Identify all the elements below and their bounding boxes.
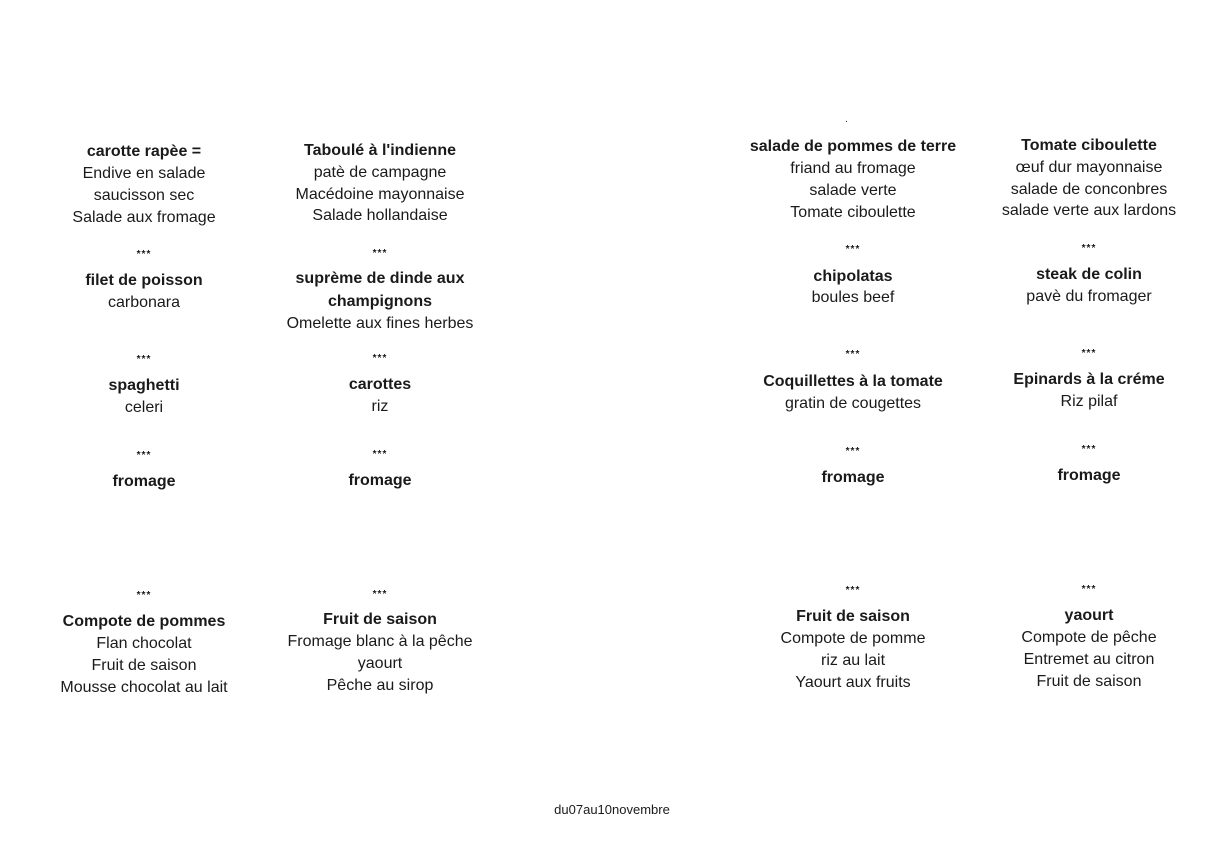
course-separator: *** [136,590,152,601]
starter-item: Endive en salade [82,165,206,182]
starter-item: patè de campagne [313,164,447,181]
course-separator: *** [1081,348,1097,359]
dessert-item: Fruit de saison [1036,673,1142,690]
main-item: pavè du fromager [1026,288,1152,305]
side-item: riz [371,398,389,415]
course-separator: *** [372,353,388,364]
footer-date-range: du07au10novembre [554,802,670,817]
side-item: Riz pilaf [1060,393,1118,410]
dessert-item: Flan chocolat [96,635,192,652]
starter-item: salade verte aux lardons [1001,202,1177,219]
stray-mark: . [845,114,848,125]
starter-item: Taboulé à l'indienne [304,142,456,159]
dessert-item: yaourt [1064,607,1114,624]
course-separator: *** [372,449,388,460]
dessert-item: Compote de pommes [62,613,226,630]
dessert-item: Mousse chocolat au lait [60,679,228,696]
cheese-item: fromage [112,473,176,490]
starter-item: salade de pommes de terre [749,138,957,155]
course-separator: *** [1081,444,1097,455]
starter-item: salade de conconbres [1010,181,1168,198]
dessert-item: Fromage blanc à la pêche [287,633,473,650]
side-item: Coquillettes à la tomate [763,373,943,390]
course-separator: *** [136,354,152,365]
course-separator: *** [845,446,861,457]
side-item: gratin de cougettes [784,395,922,412]
main-item: carbonara [107,294,181,311]
cheese-item: fromage [348,472,412,489]
main-item: steak de colin [1036,266,1142,283]
dessert-item: Pêche au sirop [326,677,434,694]
dessert-item: Fruit de saison [91,657,197,674]
main-item: filet de poisson [85,272,203,289]
course-separator: *** [1081,243,1097,254]
course-separator: *** [845,349,861,360]
dessert-item: Entremet au citron [1023,651,1155,668]
course-separator: *** [845,585,861,596]
main-item: champignons [327,293,432,310]
starter-item: Tomate ciboulette [1021,137,1157,154]
course-separator: *** [372,248,388,259]
course-separator: *** [1081,584,1097,595]
course-separator: *** [136,249,152,260]
main-item: chipolatas [813,268,893,285]
starter-item: Tomate ciboulette [790,204,916,221]
starter-item: Macédoine mayonnaise [295,186,465,203]
main-item: Omelette aux fines herbes [286,315,474,332]
side-item: carottes [348,376,412,393]
dessert-item: Yaourt aux fruits [795,674,911,691]
dessert-item: Fruit de saison [796,608,910,625]
starter-item: salade verte [809,182,897,199]
course-separator: *** [372,589,388,600]
cheese-item: fromage [1057,467,1121,484]
starter-item: carotte rapèe = [86,143,202,160]
side-item: celeri [124,399,164,416]
dessert-item: Compote de pêche [1021,629,1157,646]
starter-item: œuf dur mayonnaise [1015,159,1163,176]
dessert-item: Compote de pomme [780,630,926,647]
main-item: boules beef [811,289,895,306]
dessert-item: riz au lait [820,652,886,669]
main-item: suprème de dinde aux [295,270,465,287]
side-item: spaghetti [108,377,180,394]
course-separator: *** [136,450,152,461]
dessert-item: yaourt [357,655,403,672]
dessert-item: Fruit de saison [323,611,437,628]
starter-item: Salade aux fromage [72,209,216,226]
side-item: Epinards à la créme [1013,371,1165,388]
starter-item: saucisson sec [93,187,195,204]
starter-item: Salade hollandaise [312,207,448,224]
starter-item: friand au fromage [790,160,916,177]
course-separator: *** [845,244,861,255]
cheese-item: fromage [821,469,885,486]
